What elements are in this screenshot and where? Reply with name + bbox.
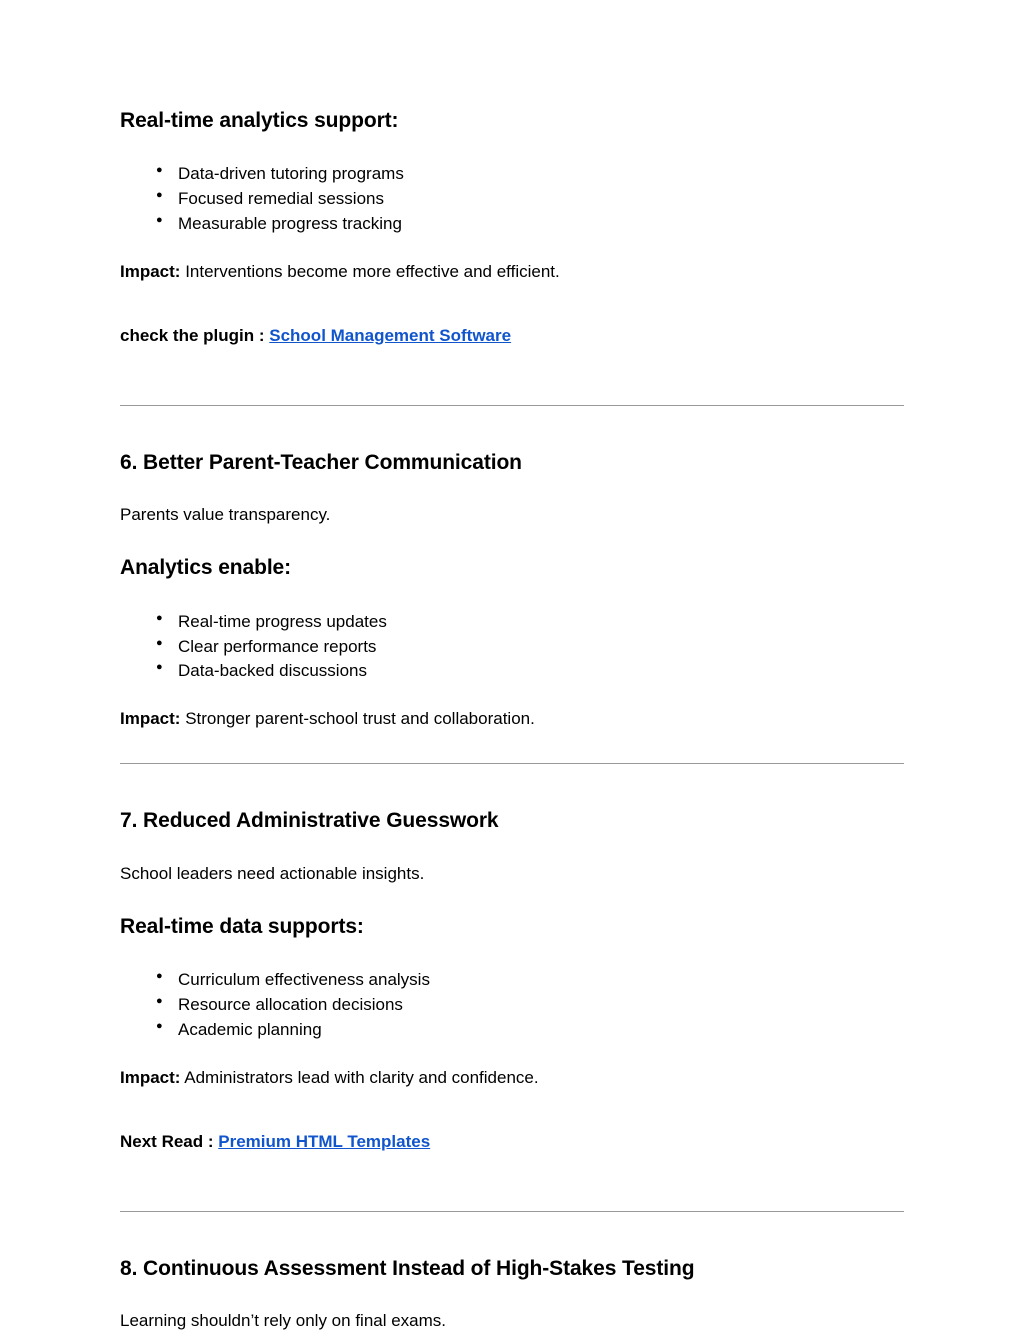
list-item: ● Focused remedial sessions — [178, 187, 904, 212]
next-read-label: Next Read : — [120, 1131, 219, 1151]
section-realtime-analytics-support — [120, 108, 904, 348]
section-intro: Parents value transparency. — [120, 505, 331, 525]
section-administrative-guesswork — [120, 808, 904, 1153]
section-continuous-assessment — [120, 1256, 904, 1333]
next-read-line — [120, 1131, 904, 1154]
section-parent-teacher-communication — [120, 450, 904, 731]
section-subheading: Real-time data supports: — [120, 914, 364, 938]
school-management-software-link[interactable]: School Management Software — [269, 326, 512, 346]
list-item: ● Curriculum effectiveness analysis — [178, 968, 904, 993]
impact-text: Administrators lead with clarity and confidence. — [180, 1067, 539, 1087]
impact-text: Stronger parent-school trust and collaboration. — [180, 709, 535, 729]
list-item: ● Resource allocation decisions — [178, 993, 904, 1018]
section-heading: 6. Better Parent-Teacher Communication — [120, 451, 522, 475]
list-item: ● Clear performance reports — [178, 635, 904, 660]
list-item: ● Measurable progress tracking — [178, 212, 904, 237]
bullet-list — [120, 968, 904, 1043]
section-subheading: Analytics enable: — [120, 556, 292, 580]
section-heading: 7. Reduced Administrative Guesswork — [120, 809, 499, 833]
impact-line — [120, 1067, 904, 1090]
impact-text: Interventions become more effective and efficient. — [180, 262, 560, 282]
section-heading: Real-time analytics support: — [120, 109, 399, 132]
list-item: ● Academic planning — [178, 1018, 904, 1043]
section-intro: School leaders need actionable insights. — [120, 863, 425, 883]
section-intro: Learning shouldn’t rely only on final exams. — [120, 1310, 447, 1330]
impact-line — [120, 708, 904, 731]
impact-label: Impact: — [120, 262, 181, 282]
premium-html-templates-link[interactable]: Premium HTML Templates — [218, 1131, 431, 1151]
list-item: ● Real-time progress updates — [178, 610, 904, 635]
bullet-list — [120, 610, 904, 685]
bullet-list — [120, 162, 904, 237]
section-heading: 8. Continuous Assessment Instead of High-Stakes Testing — [120, 1256, 695, 1280]
impact-label: Impact: — [120, 709, 181, 729]
plugin-link-line — [120, 325, 904, 348]
impact-line — [120, 261, 904, 284]
impact-label: Impact: — [120, 1067, 181, 1087]
list-item: ● Data-driven tutoring programs — [178, 162, 904, 187]
list-item: ● Data-backed discussions — [178, 659, 904, 684]
plugin-link-label: check the plugin : — [120, 326, 270, 346]
